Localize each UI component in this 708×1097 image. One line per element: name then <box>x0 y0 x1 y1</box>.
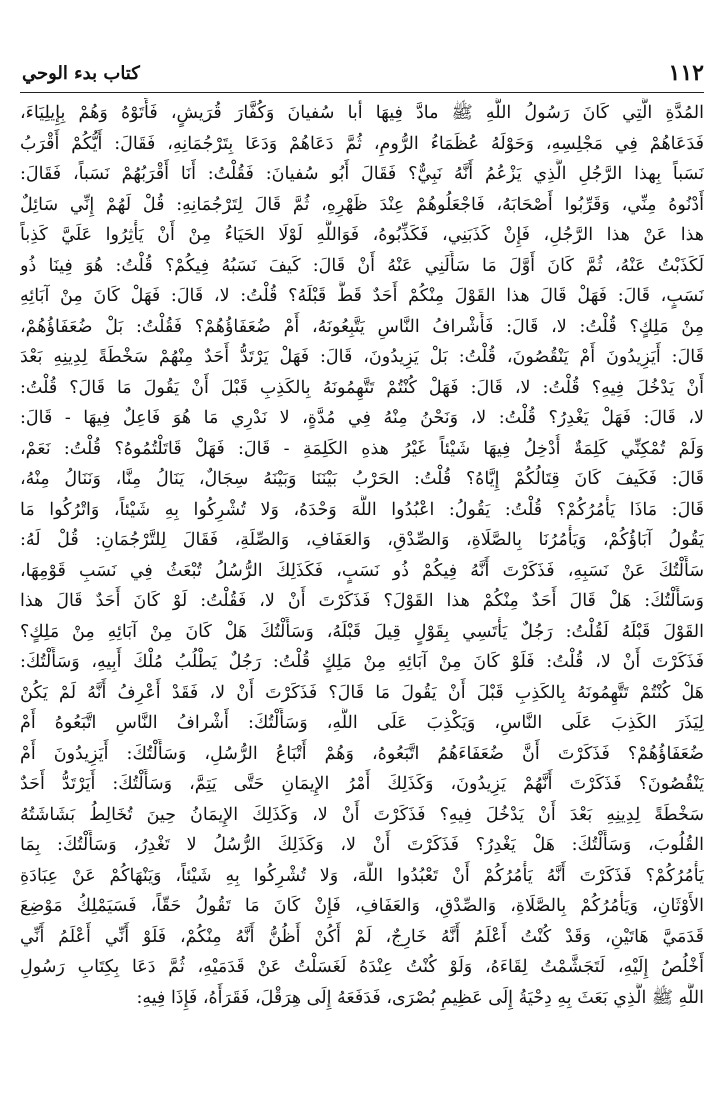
text-line: قَالَ: أَيَزِيدُونَ أَمْ يَنْقُصُونَ، قُلْتُ: بَلْ يَزِيدُونَ، قَالَ: فَهَلْ يَرْتَدُّ أَحَدٌ مِنْهُمْ سَخْطَةً لِدِينِهِ بَعْدَ <box>20 347 704 367</box>
text-line: الأَوْثَانِ، وَيَأْمُرُكُمْ بِالصَّلَاةِ، وَالصِّدْقِ، وَالعَفَافِ، فَإِنْ كَانَ مَا تَقُولُ حَقّاً، فَسَيَمْلِكُ مَوْضِعَ <box>20 896 704 916</box>
text-line: مِنْ مَلِكٍ؟ قُلْتُ: لا، قَالَ: فَأَشْرافُ النَّاسِ يَتَّبِعُونَهُ، أَمْ ضُعَفَاؤُهُمْ؟ فَقُلْتُ: بَلْ ضُعَفَاؤُهُمْ، <box>20 316 704 337</box>
text-line: وَسَأَلْتُكَ: هَلْ قَالَ أَحَدٌ مِنْكُمْ هذا القَوْلَ؟ فَذَكَرْتَ أَنْ لا، فَقُلْتُ: لَوْ كَانَ أَحَدٌ قَالَ هذا <box>20 591 704 611</box>
header-rule <box>20 92 704 93</box>
text-line: فَذَكَرْتَ أَنْ لا، قُلْتُ: فَلَوْ كَانَ مِنْ آبَائِهِ مِنْ مَلِكٍ قُلْتُ: رَجُلٌ يَطْلُبُ مُلْكَ أَبِيهِ، وَسَأَلْتُكَ: <box>20 652 704 672</box>
text-line: فَدَعَاهُمْ فِي مَجْلِسِهِ، وَحَوْلَهُ عُظَمَاءُ الرُّومِ، ثُمَّ دَعَاهُمْ وَدَعَا بِتَرْجُمَانِهِ، فَقَالَ: أَيُّكُمْ أَقْرَبُ <box>20 133 704 154</box>
running-title: كتاب بدء الوحي <box>22 63 140 84</box>
text-line: لَكَذَبْتُ عَنْهُ، ثُمَّ كَانَ أَوَّلَ مَا سَأَلَنِي عَنْهُ أَنْ قَالَ: كَيفَ نَسَبُهُ فِيكُمْ؟ قُلْتُ: هُوَ فِينَا ذُو <box>20 255 704 276</box>
body-text <box>20 98 704 1013</box>
text-line: هذا عَنْ هذا الرَّجُلِ، فَإِنْ كَذَبَنِي، فَكَذِّبُوهُ، فَوَاللَّهِ لَوْلَا الحَيَاءُ مِنْ أَنْ يَأْثِرُوا عَلَيَّ كَذِباً <box>20 225 704 245</box>
text-line: اللَّهِ ﷺ الَّذِي بَعَثَ بِهِ دِحْيَةُ إِلَى عَظِيمِ بُصْرَى، فَدَفَعَهُ إِلَى هِرَقْلَ، فَقَرَأَهُ، فَإِذَا فِيهِ: <box>136 987 704 1008</box>
text-line: يَنْقُصُونَ؟ فَذَكَرْتَ أَنَّهُمْ يَزِيدُونَ، وَكَذَلِكَ أَمْرُ الإِيمَانِ حَتَّى يَتِمَّ، وَسَأَلْتُكَ: أَيَرْتَدُّ أَحَدٌ <box>20 774 704 794</box>
text-line: قَالَ: مَاذَا يَأْمُرُكُمْ؟ قُلْتُ: يَقُولُ: اعْبُدُوا اللَّهَ وَحْدَهُ، وَلا تُشْرِكُوا بِهِ شَيْئاً، وَاتْرُكُوا مَا <box>20 499 704 520</box>
text-line: يَقُولُ آبَاؤُكُمْ، وَيَأْمُرُنَا بِالصَّلَاةِ، وَالصِّدْقِ، وَالعَفَافِ، وَالصِّلَةِ، فَقَالَ لِلتَّرْجُمَانِ: قُلْ لَهُ: <box>20 530 704 550</box>
text-line: يَأْمُرُكُمْ؟ فَذَكَرْتَ أَنَّهُ يَأْمُرُكُمْ أَنْ تَعْبُدُوا اللَّهَ، وَلا تُشْرِكُوا بِهِ شَيْئاً، وَيَنْهَاكُمْ عَنْ عِبَادَةِ <box>20 865 704 886</box>
text-line: لا، قَالَ: فَهَلْ يَغْدِرُ؟ قُلْتُ: لا، وَنَحْنُ مِنْهُ فِي مُدَّةٍ، لا نَدْرِي مَا هُوَ فَاعِلٌ فِيهَا - قَالَ: <box>20 408 704 428</box>
page-header <box>22 58 704 90</box>
text-line: وَلَمْ تُمْكِنِّي كَلِمَةٌ أُدْخِلُ فِيهَا شَيْئاً غَيْرُ هذهِ الكَلِمَةِ - قَالَ: فَهَلْ قَاتَلْتُمُوهُ؟ قُلْتُ: نَعَمْ، <box>20 438 704 459</box>
text-line: قَدَمَيَّ هَاتَيْنِ، وَقَدْ كُنْتُ أَعْلَمُ أَنَّهُ خَارِجٌ، لَمْ أَكُنْ أَظُنُّ أَنَّهُ مِنْكُمْ، فَلَوْ أَنِّي أَعْلَمُ أَنِّي <box>20 926 704 947</box>
text-line: سَخْطَةً لِدِينِهِ بَعْدَ أَنْ يَدْخُلَ فِيهِ؟ فَذَكَرْتَ أَنْ لا، وَكَذَلِكَ الإِيمَانُ حِينَ تُخَالِطُ بَشَاشَتُهُ <box>20 804 704 825</box>
text-line: القُلُوبَ، وَسَأَلْتُكَ: هَلْ يَغْدِرُ؟ فَذَكَرْتَ أَنْ لا، وَكَذَلِكَ الرُّسُلُ لا تَغْدِرُ، وَسَأَلْتُكَ: بِمَا <box>20 835 704 855</box>
text-line: ضُعَفَاؤُهُمْ؟ فَذَكَرْتَ أَنَّ ضُعَفَاءَهُمُ اتَّبَعُوهُ، وَهُمْ أَتْبَاعُ الرُّسُلِ، وَسَأَلْتُكَ: أَيَزِيدُونَ أَمْ <box>20 743 704 764</box>
text-line: هَلْ كُنْتُمْ تَتَّهِمُونَهُ بِالكَذِبِ قَبْلَ أَنْ يَقُولَ مَا قَالَ؟ فَذَكَرْتَ أَنْ لا، فَقَدْ أَعْرِفُ أَنَّهُ لَمْ يَكُنْ <box>20 682 704 703</box>
text-line: أَدْنُوهُ مِنِّي، وَقَرِّبُوا أَصْحَابَهُ، فَاجْعَلُوهُمْ عِنْدَ ظَهْرِهِ، ثُمَّ قَالَ لِتَرْجُمَانِهِ: قُلْ لَهُمْ إِنِّي سَائِلٌ <box>20 194 704 215</box>
text-line: أَنْ يَدْخُلَ فِيهِ؟ قُلْتُ: لا، قَالَ: فَهَلْ كُنْتُمْ تَتَّهِمُونَهُ بِالكَذِبِ قَبْلَ أَنْ يَقُولَ مَا قَالَ؟ قُلْتُ: <box>20 377 704 398</box>
text-line: نَسَبٍ، قَالَ: فَهَلْ قَالَ هذا القَوْلَ مِنْكُمْ أَحَدٌ قَطُّ قَبْلَهُ؟ قُلْتُ: لا، قَالَ: فَهَلْ كَانَ مِنْ آبَائِهِ <box>20 286 704 306</box>
text-line: لِيَذَرَ الكَذِبَ عَلَى النَّاسِ، وَيَكْذِبَ عَلَى اللَّهِ، وَسَأَلْتُكَ: أَشْرافُ النَّاسِ اتَّبَعُوهُ أَمْ <box>20 713 704 733</box>
text-line: نَسَباً بِهذا الرَّجُلِ الَّذِي يَزْعُمُ أَنَّهُ نَبِيٌّ؟ فَقَالَ أَبُو سُفيانَ: فَقُلْتُ: أَنَا أَقْرَبُهُمْ نَسَباً، فَقَالَ: <box>20 164 704 184</box>
text-line: قَالَ: فَكَيفَ كَانَ قِتَالُكُمْ إِيَّاهُ؟ قُلْتُ: الحَرْبُ بَيْنَنَا وَبَيْنَهُ سِجَالٌ، يَنَالُ مِنَّا، وَنَنَالُ مِنْهُ، <box>20 469 704 489</box>
text-line: القَوْلَ قَبْلَهُ لَقُلْتُ: رَجُلٌ يَأْتَسِي بِقَوْلٍ قِيلَ قَبْلَهُ، وَسَأَلْتُكَ هَلْ كَانَ مِنْ آبَائِهِ مِنْ مَلِكٍ؟ <box>20 621 704 642</box>
text-line: أَخْلُصُ إِلَيْهِ، لَتَجَشَّمْتُ لِقَاءَهُ، وَلَوْ كُنْتُ عِنْدَهُ لَغَسَلْتُ عَنْ قَدَمَيْهِ، ثُمَّ دَعَا بِكِتَابِ رَسُولِ <box>20 957 704 977</box>
text-line: المُدَّةِ الَّتِي كَانَ رَسُولُ اللَّهِ ﷺ مادَّ فِيهَا أبا سُفيانَ وَكُفَّارَ قُرَيشٍ، فَأَتَوْهُ وَهُمْ بِإِيلِيَاءَ، <box>20 103 704 123</box>
page-number: ١١٢ <box>668 60 704 86</box>
text-line: سَأَلْتُكَ عَنْ نَسَبِهِ، فَذَكَرْتَ أَنَّهُ فِيكُمْ ذُو نَسَبٍ، فَكَذَلِكَ الرُّسُلُ تُبْعَثُ فِي نَسَبِ قَوْمِهَا، <box>20 560 704 581</box>
